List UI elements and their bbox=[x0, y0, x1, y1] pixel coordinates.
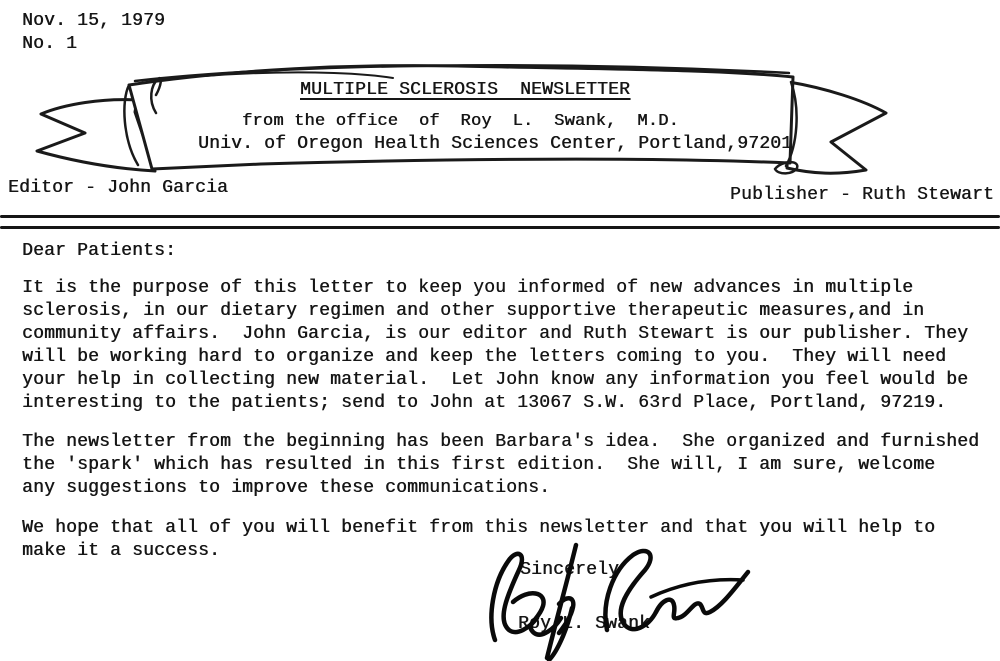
body-line: any suggestions to improve these communications. bbox=[22, 478, 551, 498]
issue-number: No. 1 bbox=[22, 34, 78, 54]
paragraph-2 bbox=[22, 431, 979, 500]
ribbon-right-tail bbox=[787, 82, 886, 173]
banner-from-line: from the office of Roy L. Swank, M.D. bbox=[242, 112, 679, 131]
signature-scrawl bbox=[455, 540, 755, 661]
body-line: will be working hard to organize and keep the letters coming to you. They will need bbox=[22, 347, 947, 367]
body-line: We hope that all of you will benefit from this newsletter and that you will help to bbox=[22, 518, 936, 538]
publisher-line: Publisher - Ruth Stewart bbox=[729, 185, 994, 205]
body-line: sclerosis, in our dietary regimen and other supportive therapeutic measures,and in bbox=[22, 301, 925, 321]
closing-sincerely: Sincerely bbox=[520, 560, 620, 580]
body-line: It is the purpose of this letter to keep you informed of new advances in multiple bbox=[22, 278, 914, 298]
divider-rule-bottom bbox=[0, 226, 1000, 229]
banner-address-line: Univ. of Oregon Health Sciences Center, Portland,97201 bbox=[198, 134, 793, 154]
typed-signature-name: Roy L. Swank bbox=[518, 614, 651, 634]
divider-rule-top bbox=[0, 215, 1000, 218]
newsletter-title: MULTIPLE SCLEROSIS NEWSLETTER bbox=[300, 80, 631, 100]
date-line: Nov. 15, 1979 bbox=[22, 11, 166, 31]
body-line: interesting to the patients; send to John at 13067 S.W. 63rd Place, Portland, 97219. bbox=[22, 393, 947, 413]
body-line: community affairs. John Garcia, is our editor and Ruth Stewart is our publisher. They bbox=[22, 324, 969, 344]
body-line: make it a success. bbox=[22, 541, 221, 561]
paragraph-1 bbox=[22, 277, 968, 415]
salutation: Dear Patients: bbox=[22, 241, 177, 261]
body-line: the 'spark' which has resulted in this first edition. She will, I am sure, welcome bbox=[22, 455, 936, 475]
body-line: your help in collecting new material. Let John know any information you feel would be bbox=[22, 370, 969, 390]
body-line: The newsletter from the beginning has been Barbara's idea. She organized and furnished bbox=[22, 432, 980, 452]
editor-line: Editor - John Garcia bbox=[8, 178, 229, 198]
